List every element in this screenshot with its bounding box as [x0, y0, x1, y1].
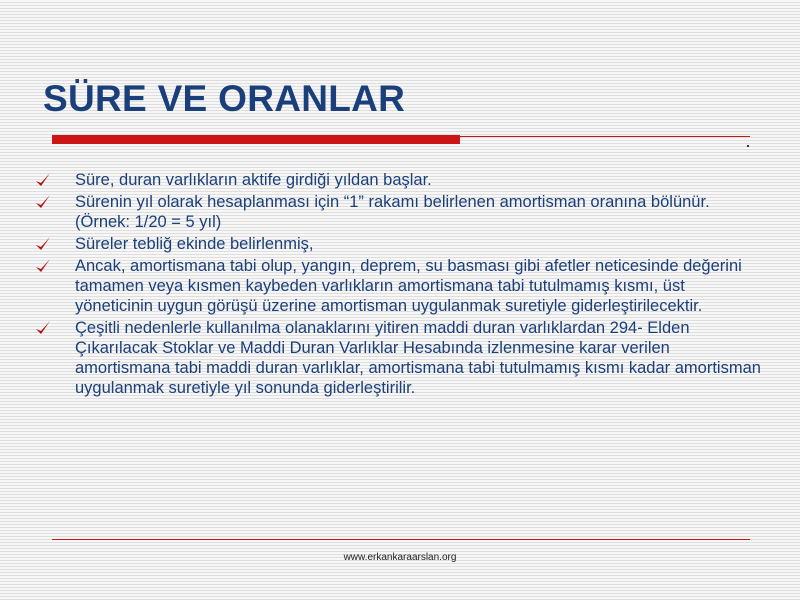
bullet-list [34, 170, 764, 400]
title-rule-dot [747, 145, 749, 147]
bullet-item-5 [34, 318, 764, 398]
checkmark-icon [34, 235, 52, 253]
bullet-text-1: Süre, duran varlıkların aktife girdiği yıldan başlar. [75, 171, 432, 189]
checkmark-icon [34, 193, 52, 211]
bullet-item-3 [34, 234, 764, 254]
bullet-item-1 [34, 170, 764, 190]
bullet-text-3: Süreler tebliğ ekinde belirlenmiş, [75, 235, 314, 253]
bullet-text-2: Sürenin yıl olarak hesaplanması için “1” rakamı belirlenen amortisman oranına bölünür. (Örnek: 1/20 = 5 yıl) [75, 193, 710, 231]
bullet-item-4 [34, 256, 764, 316]
slide-title: SÜRE VE ORANLAR [43, 78, 406, 119]
checkmark-icon [34, 319, 52, 337]
checkmark-icon [34, 257, 52, 275]
footer-rule [52, 539, 750, 540]
bullet-item-2 [34, 192, 764, 232]
footer-website: www.erkankaraarslan.org [343, 552, 457, 563]
bullet-text-4: Ancak, amortismana tabi olup, yangın, deprem, su basması gibi afetler neticesinde değerini tamamen veya kısmen kaybeden varlıkların amortismana tabi tutulmamış kısmı, üst yöneticinin uygun görüşü üzerine amortisman uygulanmak suretiyle giderleştirilecektir. [75, 257, 742, 315]
checkmark-icon [34, 171, 52, 189]
title-underline-thin [52, 136, 750, 137]
bullet-text-5: Çeşitli nedenlerle kullanılma olanaklarını yitiren maddi duran varlıklardan 294- Elden Çıkarılacak Stoklar ve Maddi Duran Varlıklar Hesabında izlenmesine karar verilen amortismana tabi maddi duran varlıklar, amortismana tabi tutulmamış kısmı kadar amortisman uygulanmak suretiyle yıl sonunda giderleştirilir. [75, 319, 761, 397]
